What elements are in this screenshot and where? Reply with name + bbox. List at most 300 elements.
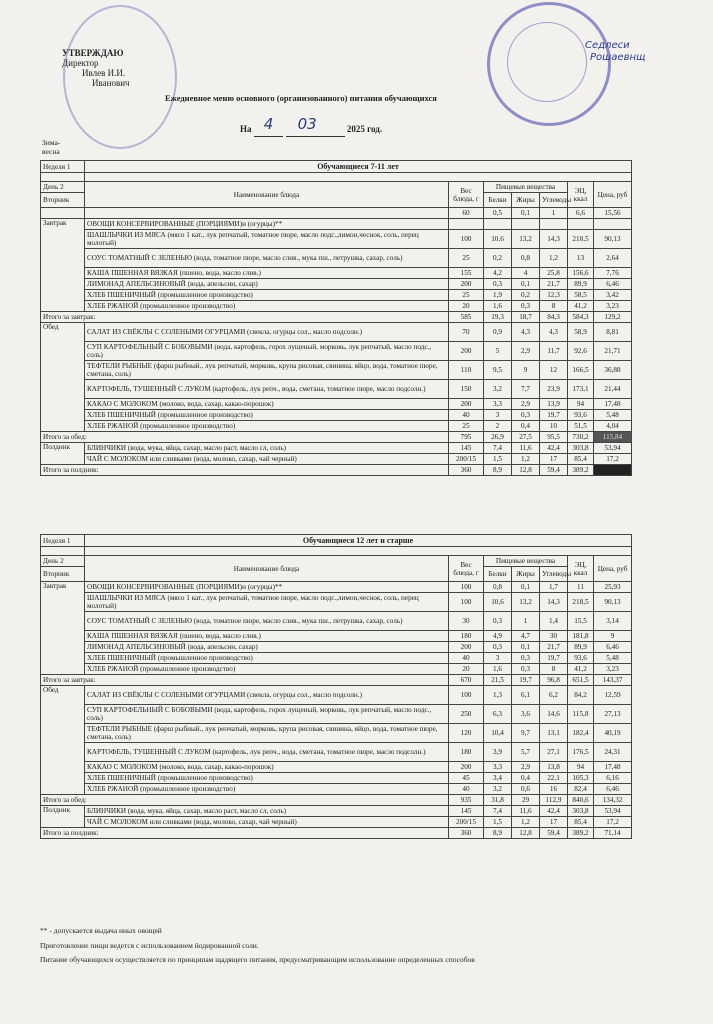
- value-cell: 40: [449, 410, 484, 421]
- value-cell: 150: [449, 380, 484, 399]
- value-cell: 53,94: [594, 806, 632, 817]
- value-cell: 15,5: [568, 612, 594, 631]
- value-cell: 14,3: [540, 230, 568, 249]
- value-cell: 3,3: [484, 399, 512, 410]
- dish-name: КАРТОФЕЛЬ, ТУШЕННЫЙ С ЛУКОМ (картофель, лук репч., вода, сметана, томатное пюре, масло подсолн.): [85, 380, 449, 399]
- value-cell: 85,4: [568, 454, 594, 465]
- total-value: 59,4: [540, 828, 568, 839]
- dish-name: ХЛЕБ РЖАНОЙ (промышленное производство): [85, 784, 449, 795]
- value-cell: 89,9: [568, 642, 594, 653]
- weekday-label: Вторник: [41, 193, 85, 208]
- table-row: [41, 784, 632, 795]
- value-cell: 0,6: [512, 784, 540, 795]
- table-row: [41, 686, 632, 705]
- value-cell: 1,7: [540, 582, 568, 593]
- value-cell: 17,48: [594, 399, 632, 410]
- value-cell: 53,94: [594, 443, 632, 454]
- value-cell: 4,04: [594, 421, 632, 432]
- value-cell: 12,59: [594, 686, 632, 705]
- value-cell: 3,2: [484, 784, 512, 795]
- dish-name: СОУС ТОМАТНЫЙ С ЗЕЛЕНЬЮ (вода, томатное пюре, масло слив., мука пш., петрушка, сахар, соль): [85, 612, 449, 631]
- value-cell: 9: [512, 361, 540, 380]
- table-row: [41, 219, 632, 230]
- value-cell: 10,4: [484, 724, 512, 743]
- value-cell: 25: [449, 249, 484, 268]
- value-cell: 200: [449, 279, 484, 290]
- value-cell: 90,13: [594, 593, 632, 612]
- value-cell: 15,56: [594, 208, 632, 219]
- meal-name: Полдник: [41, 443, 85, 465]
- total-value: 360: [449, 465, 484, 476]
- value-cell: 4,7: [512, 631, 540, 642]
- table-row: [41, 743, 632, 762]
- value-cell: 3,23: [594, 664, 632, 675]
- approval-line: Директор: [62, 58, 99, 68]
- value-cell: 7,7: [512, 380, 540, 399]
- meal-name: Обед: [41, 686, 85, 795]
- value-cell: 13: [568, 249, 594, 268]
- value-cell: [449, 219, 484, 230]
- value-cell: 6,6: [568, 208, 594, 219]
- value-cell: 1: [512, 612, 540, 631]
- date-day: 4: [263, 115, 274, 133]
- value-cell: 0,1: [512, 208, 540, 219]
- total-value: 360: [449, 828, 484, 839]
- table-row: [41, 230, 632, 249]
- value-cell: 23,9: [540, 380, 568, 399]
- value-cell: 1,9: [484, 290, 512, 301]
- total-value: 95,5: [540, 432, 568, 443]
- value-cell: 94: [568, 399, 594, 410]
- document-date: [240, 115, 383, 137]
- value-cell: 24,31: [594, 743, 632, 762]
- carbs-header: Углеводы: [540, 567, 568, 582]
- value-cell: 1,5: [484, 454, 512, 465]
- energy-header: ЭЦ, ккал: [568, 556, 594, 582]
- value-cell: 0,1: [512, 279, 540, 290]
- value-cell: 17: [540, 454, 568, 465]
- value-cell: 84,2: [568, 686, 594, 705]
- table-row: [41, 249, 632, 268]
- total-value: 143,37: [594, 675, 632, 686]
- value-cell: 17: [540, 817, 568, 828]
- table-row: [41, 279, 632, 290]
- empty-cell: [85, 547, 632, 556]
- total-value: 795: [449, 432, 484, 443]
- dish-name: ХЛЕБ ПШЕНИЧНЫЙ (промышленное производство): [85, 653, 449, 664]
- dish-name: ХЛЕБ ПШЕНИЧНЫЙ (промышленное производство): [85, 773, 449, 784]
- menu-table: [40, 534, 632, 839]
- value-cell: 1,4: [540, 612, 568, 631]
- total-value: 134,32: [594, 795, 632, 806]
- weight-header: Вес блюда, г: [449, 556, 484, 582]
- value-cell: 105,3: [568, 773, 594, 784]
- value-cell: 0,3: [512, 301, 540, 312]
- value-cell: 3: [484, 410, 512, 421]
- value-cell: 13,1: [540, 724, 568, 743]
- value-cell: 30: [449, 612, 484, 631]
- value-cell: 11: [568, 582, 594, 593]
- value-cell: 21,7: [540, 279, 568, 290]
- value-cell: 1,2: [512, 817, 540, 828]
- value-cell: 166,5: [568, 361, 594, 380]
- dish-name: КАРТОФЕЛЬ, ТУШЕННЫЙ С ЛУКОМ (картофель, лук репч., вода, сметана, томатное пюре, масло подсолн.): [85, 743, 449, 762]
- value-cell: 41,2: [568, 301, 594, 312]
- dish-name: БЛИНЧИКИ (вода, мука, яйца, сахар, масло раст, масло сл, соль): [85, 443, 449, 454]
- dish-name: ЛИМОНАД АПЕЛЬСИНОВЫЙ (вода, апельсин, сахар): [85, 642, 449, 653]
- value-cell: 8: [540, 301, 568, 312]
- value-cell: 0,3: [512, 653, 540, 664]
- meal-name: Полдник: [41, 806, 85, 828]
- total-label: Итого за обед:: [41, 795, 449, 806]
- value-cell: 42,4: [540, 806, 568, 817]
- value-cell: 21,7: [540, 642, 568, 653]
- value-cell: 82,4: [568, 784, 594, 795]
- value-cell: 200: [449, 642, 484, 653]
- value-cell: 182,4: [568, 724, 594, 743]
- total-value: 585: [449, 312, 484, 323]
- value-cell: 14,3: [540, 593, 568, 612]
- value-cell: [512, 219, 540, 230]
- value-cell: 2,9: [512, 342, 540, 361]
- value-cell: 25,93: [594, 582, 632, 593]
- date-prefix: На: [240, 124, 252, 134]
- value-cell: 100: [449, 686, 484, 705]
- energy-header: ЭЦ, ккал: [568, 182, 594, 208]
- table-row: [41, 410, 632, 421]
- table-row: [41, 290, 632, 301]
- value-cell: 8: [540, 664, 568, 675]
- value-cell: 6,46: [594, 279, 632, 290]
- total-value: 8,9: [484, 465, 512, 476]
- dish-name: ЛИМОНАД АПЕЛЬСИНОВЫЙ (вода, апельсин, сахар): [85, 279, 449, 290]
- value-cell: 0,2: [484, 249, 512, 268]
- value-cell: 3,9: [484, 743, 512, 762]
- total-value: 651,5: [568, 675, 594, 686]
- dish-name: ШАШЛЫЧКИ ИЗ МЯСА (мясо 1 кат., лук репчатый, томатное пюре, масло подс.,лимон,чеснок, соль, перец молотый): [85, 593, 449, 612]
- total-value: 26,9: [484, 432, 512, 443]
- dish-name: ОВОЩИ КОНСЕРВИРОВАННЫЕ (ПОРЦИЯМИ)н (огурцы)**: [85, 219, 449, 230]
- value-cell: 3,6: [512, 705, 540, 724]
- value-cell: 17,48: [594, 762, 632, 773]
- value-cell: 7,4: [484, 443, 512, 454]
- value-cell: 19,7: [540, 653, 568, 664]
- dish-name: КАША ПШЕННАЯ ВЯЗКАЯ (пшено, вода, масло слив.): [85, 268, 449, 279]
- total-label: Итого за завтрак:: [41, 675, 449, 686]
- table-row: [41, 399, 632, 410]
- table-row: [41, 705, 632, 724]
- value-cell: 6,2: [540, 686, 568, 705]
- total-value: 8,9: [484, 828, 512, 839]
- value-cell: 25: [449, 421, 484, 432]
- value-cell: 8,81: [594, 323, 632, 342]
- dish-name: ХЛЕБ РЖАНОЙ (промышленное производство): [85, 664, 449, 675]
- total-label: Итого за обед:: [41, 432, 449, 443]
- table-row: [41, 268, 632, 279]
- value-cell: 27,1: [540, 743, 568, 762]
- value-cell: 9,5: [484, 361, 512, 380]
- value-cell: 17,2: [594, 454, 632, 465]
- value-cell: 2: [484, 421, 512, 432]
- value-cell: 10,6: [484, 230, 512, 249]
- value-cell: 6,3: [484, 705, 512, 724]
- total-value: 584,3: [568, 312, 594, 323]
- weekday-label: Вторник: [41, 567, 85, 582]
- table-row: [41, 582, 632, 593]
- value-cell: 115,8: [568, 705, 594, 724]
- value-cell: 21,71: [594, 342, 632, 361]
- dish-name: СУП КАРТОФЕЛЬНЫЙ С БОБОВЫМИ (вода, картофель, горох лущеный, морковь, лук репчатый, масло подс., соль): [85, 342, 449, 361]
- price-header: Цена, руб: [594, 556, 632, 582]
- value-cell: 1,3: [484, 686, 512, 705]
- value-cell: 20: [449, 664, 484, 675]
- dish-name: ШАШЛЫЧКИ ИЗ МЯСА (мясо 1 кат., лук репчатый, томатное пюре, масло подс.,лимон,чеснок, соль, перец молотый): [85, 230, 449, 249]
- value-cell: 156,6: [568, 268, 594, 279]
- table-row: [41, 612, 632, 631]
- value-cell: 25,8: [540, 268, 568, 279]
- value-cell: 218,5: [568, 593, 594, 612]
- section-title: Обучающиеся 12 лет и старше: [85, 535, 632, 547]
- value-cell: 94: [568, 762, 594, 773]
- value-cell: 155: [449, 268, 484, 279]
- protein-header: Белки: [484, 193, 512, 208]
- value-cell: 4,3: [540, 323, 568, 342]
- total-value: 389,2: [568, 465, 594, 476]
- value-cell: 9: [594, 631, 632, 642]
- approval-line: Иванович: [92, 78, 130, 88]
- value-cell: 4: [512, 268, 540, 279]
- value-cell: 89,9: [568, 279, 594, 290]
- nutrients-header: Пищевые вещества: [484, 556, 568, 567]
- value-cell: 7,76: [594, 268, 632, 279]
- day-label: День 2: [41, 182, 85, 193]
- table-row: [41, 342, 632, 361]
- total-label: Итого за полдник:: [41, 465, 449, 476]
- value-cell: 0,3: [484, 612, 512, 631]
- value-cell: 40: [449, 653, 484, 664]
- value-cell: 51,5: [568, 421, 594, 432]
- total-value: 84,3: [540, 312, 568, 323]
- total-value: 840,6: [568, 795, 594, 806]
- protein-header: Белки: [484, 567, 512, 582]
- value-cell: 5: [484, 342, 512, 361]
- value-cell: 90,13: [594, 230, 632, 249]
- value-cell: 200: [449, 342, 484, 361]
- value-cell: 3: [484, 653, 512, 664]
- value-cell: 0,5: [484, 208, 512, 219]
- value-cell: 12,3: [540, 290, 568, 301]
- date-year: 2025 год.: [346, 124, 383, 134]
- value-cell: 120: [449, 724, 484, 743]
- total-value: 129,2: [594, 312, 632, 323]
- total-label: Итого за полдник:: [41, 828, 449, 839]
- total-value: 112,9: [540, 795, 568, 806]
- value-cell: 0,1: [512, 642, 540, 653]
- value-cell: 30: [540, 631, 568, 642]
- total-row: [41, 828, 632, 839]
- value-cell: 25: [449, 290, 484, 301]
- total-row: [41, 795, 632, 806]
- table-row: [41, 817, 632, 828]
- value-cell: 0,3: [484, 279, 512, 290]
- value-cell: 200/15: [449, 817, 484, 828]
- value-cell: 0,8: [512, 249, 540, 268]
- meal-name: Завтрак: [41, 219, 85, 312]
- value-cell: 200/15: [449, 454, 484, 465]
- empty-cell: [85, 173, 632, 182]
- value-cell: 40,19: [594, 724, 632, 743]
- table-row: [41, 454, 632, 465]
- value-cell: 60: [449, 208, 484, 219]
- week-label: Неделя 1: [41, 535, 85, 547]
- total-value: 27,5: [512, 432, 540, 443]
- total-row: [41, 432, 632, 443]
- season-label: Зима-весна: [42, 138, 61, 156]
- value-cell: 3,42: [594, 290, 632, 301]
- value-cell: 303,8: [568, 443, 594, 454]
- week-label: Неделя 1: [41, 161, 85, 173]
- value-cell: 14,6: [540, 705, 568, 724]
- table-row: [41, 806, 632, 817]
- value-cell: 93,6: [568, 653, 594, 664]
- value-cell: 42,4: [540, 443, 568, 454]
- table-row: [41, 421, 632, 432]
- total-value: 389,2: [568, 828, 594, 839]
- value-cell: 0,4: [512, 773, 540, 784]
- value-cell: 45: [449, 773, 484, 784]
- value-cell: 19,7: [540, 410, 568, 421]
- value-cell: 1,6: [484, 664, 512, 675]
- value-cell: 1: [540, 208, 568, 219]
- value-cell: 303,8: [568, 806, 594, 817]
- value-cell: 2,9: [512, 399, 540, 410]
- value-cell: 13,8: [540, 762, 568, 773]
- table-row: [41, 323, 632, 342]
- table-row: [41, 380, 632, 399]
- value-cell: 218,5: [568, 230, 594, 249]
- value-cell: 92,6: [568, 342, 594, 361]
- total-row: [41, 465, 632, 476]
- dish-name: ОВОЩИ КОНСЕРВИРОВАННЫЕ (ПОРЦИЯМИ)н (огурцы)**: [85, 582, 449, 593]
- value-cell: 41,2: [568, 664, 594, 675]
- value-cell: 11,6: [512, 443, 540, 454]
- empty-cell: [41, 173, 85, 182]
- value-cell: 0,1: [512, 582, 540, 593]
- table-row: [41, 361, 632, 380]
- table-row: [41, 724, 632, 743]
- value-cell: 4,3: [512, 323, 540, 342]
- value-cell: 13,2: [512, 230, 540, 249]
- value-cell: 100: [449, 582, 484, 593]
- value-cell: 9,7: [512, 724, 540, 743]
- total-value: 12,8: [512, 828, 540, 839]
- value-cell: 180: [449, 743, 484, 762]
- dish-name: БЛИНЧИКИ (вода, мука, яйца, сахар, масло раст, масло сл, соль): [85, 806, 449, 817]
- day-label: День 2: [41, 556, 85, 567]
- dish-header: Наименование блюда: [85, 556, 449, 582]
- table-row: [41, 773, 632, 784]
- meal-name: Обед: [41, 323, 85, 432]
- dish-header: Наименование блюда: [85, 182, 449, 208]
- value-cell: 0,3: [484, 642, 512, 653]
- dish-name: ХЛЕБ РЖАНОЙ (промышленное производство): [85, 421, 449, 432]
- value-cell: 27,13: [594, 705, 632, 724]
- value-cell: 3,3: [484, 762, 512, 773]
- dish-name: ХЛЕБ РЖАНОЙ (промышленное производство): [85, 301, 449, 312]
- value-cell: 1,6: [484, 301, 512, 312]
- table-row: [41, 301, 632, 312]
- value-cell: 3,2: [484, 380, 512, 399]
- table-row: [41, 631, 632, 642]
- empty-cell: [41, 547, 85, 556]
- value-cell: 250: [449, 705, 484, 724]
- value-cell: 85,4: [568, 817, 594, 828]
- footer-line-1: Приготовление пищи ведется с использованием йодированной соли.: [40, 941, 259, 950]
- value-cell: 200: [449, 399, 484, 410]
- approval-line: Ивлев И.И.: [82, 68, 126, 78]
- table-row: [41, 664, 632, 675]
- dish-name: СОУС ТОМАТНЫЙ С ЗЕЛЕНЬЮ (вода, томатное пюре, масло слив., мука пш., петрушка, сахар, соль): [85, 249, 449, 268]
- value-cell: 0,2: [512, 290, 540, 301]
- value-cell: 145: [449, 806, 484, 817]
- value-cell: 1,2: [512, 454, 540, 465]
- signature-1: Седлеси: [585, 40, 630, 51]
- value-cell: [484, 219, 512, 230]
- value-cell: 0,4: [512, 421, 540, 432]
- value-cell: 3,14: [594, 612, 632, 631]
- value-cell: 4,9: [484, 631, 512, 642]
- value-cell: 11,7: [540, 342, 568, 361]
- table-row: [41, 653, 632, 664]
- total-row: [41, 312, 632, 323]
- total-value: 730,2: [568, 432, 594, 443]
- value-cell: 70: [449, 323, 484, 342]
- total-value: 935: [449, 795, 484, 806]
- value-cell: [540, 219, 568, 230]
- dish-name: САЛАТ ИЗ СВЁКЛЫ С СОЛЕНЫМИ ОГУРЦАМИ (свекла, огурцы сол., масло подсолн.): [85, 686, 449, 705]
- value-cell: 13,9: [540, 399, 568, 410]
- total-value: 19,3: [484, 312, 512, 323]
- value-cell: 3,23: [594, 301, 632, 312]
- dish-name: КАША ПШЕННАЯ ВЯЗКАЯ (пшено, вода, масло слив.): [85, 631, 449, 642]
- value-cell: 21,44: [594, 380, 632, 399]
- value-cell: 181,8: [568, 631, 594, 642]
- date-month: 03: [297, 115, 317, 133]
- value-cell: [568, 219, 594, 230]
- footnote: ** - допускается выдача иных овощей: [40, 926, 162, 935]
- empty-cell: [85, 208, 449, 219]
- dish-name: КАКАО С МОЛОКОМ (молоко, вода, сахар, какао-порошок): [85, 762, 449, 773]
- nutrients-header: Пищевые вещества: [484, 182, 568, 193]
- value-cell: 36,88: [594, 361, 632, 380]
- total-value: 31,8: [484, 795, 512, 806]
- dish-name: ХЛЕБ ПШЕНИЧНЫЙ (промышленное производство): [85, 290, 449, 301]
- dish-name: ЧАЙ С МОЛОКОМ или сливками (вода, молоко, сахар, чай черный): [85, 817, 449, 828]
- dish-name: КАКАО С МОЛОКОМ (молоко, вода, сахар, какао-порошок): [85, 399, 449, 410]
- section-title: Обучающиеся 7-11 лет: [85, 161, 632, 173]
- total-value: 59,4: [540, 465, 568, 476]
- value-cell: 0,8: [484, 582, 512, 593]
- value-cell: 10: [540, 421, 568, 432]
- dish-name: ХЛЕБ ПШЕНИЧНЫЙ (промышленное производство): [85, 410, 449, 421]
- value-cell: 6,1: [512, 686, 540, 705]
- signature-2: Рошаевнщ: [590, 52, 646, 63]
- dish-name: ТЕФТЕЛИ РЫБНЫЕ (фарш рыбный., лук репчатый, морковь, крупа рисовая, свинина, яйцо, вода, томатное пюре, сметана, соль): [85, 361, 449, 380]
- table-row: [41, 593, 632, 612]
- total-label: Итого за завтрак:: [41, 312, 449, 323]
- value-cell: 0,3: [512, 664, 540, 675]
- value-cell: 6,46: [594, 784, 632, 795]
